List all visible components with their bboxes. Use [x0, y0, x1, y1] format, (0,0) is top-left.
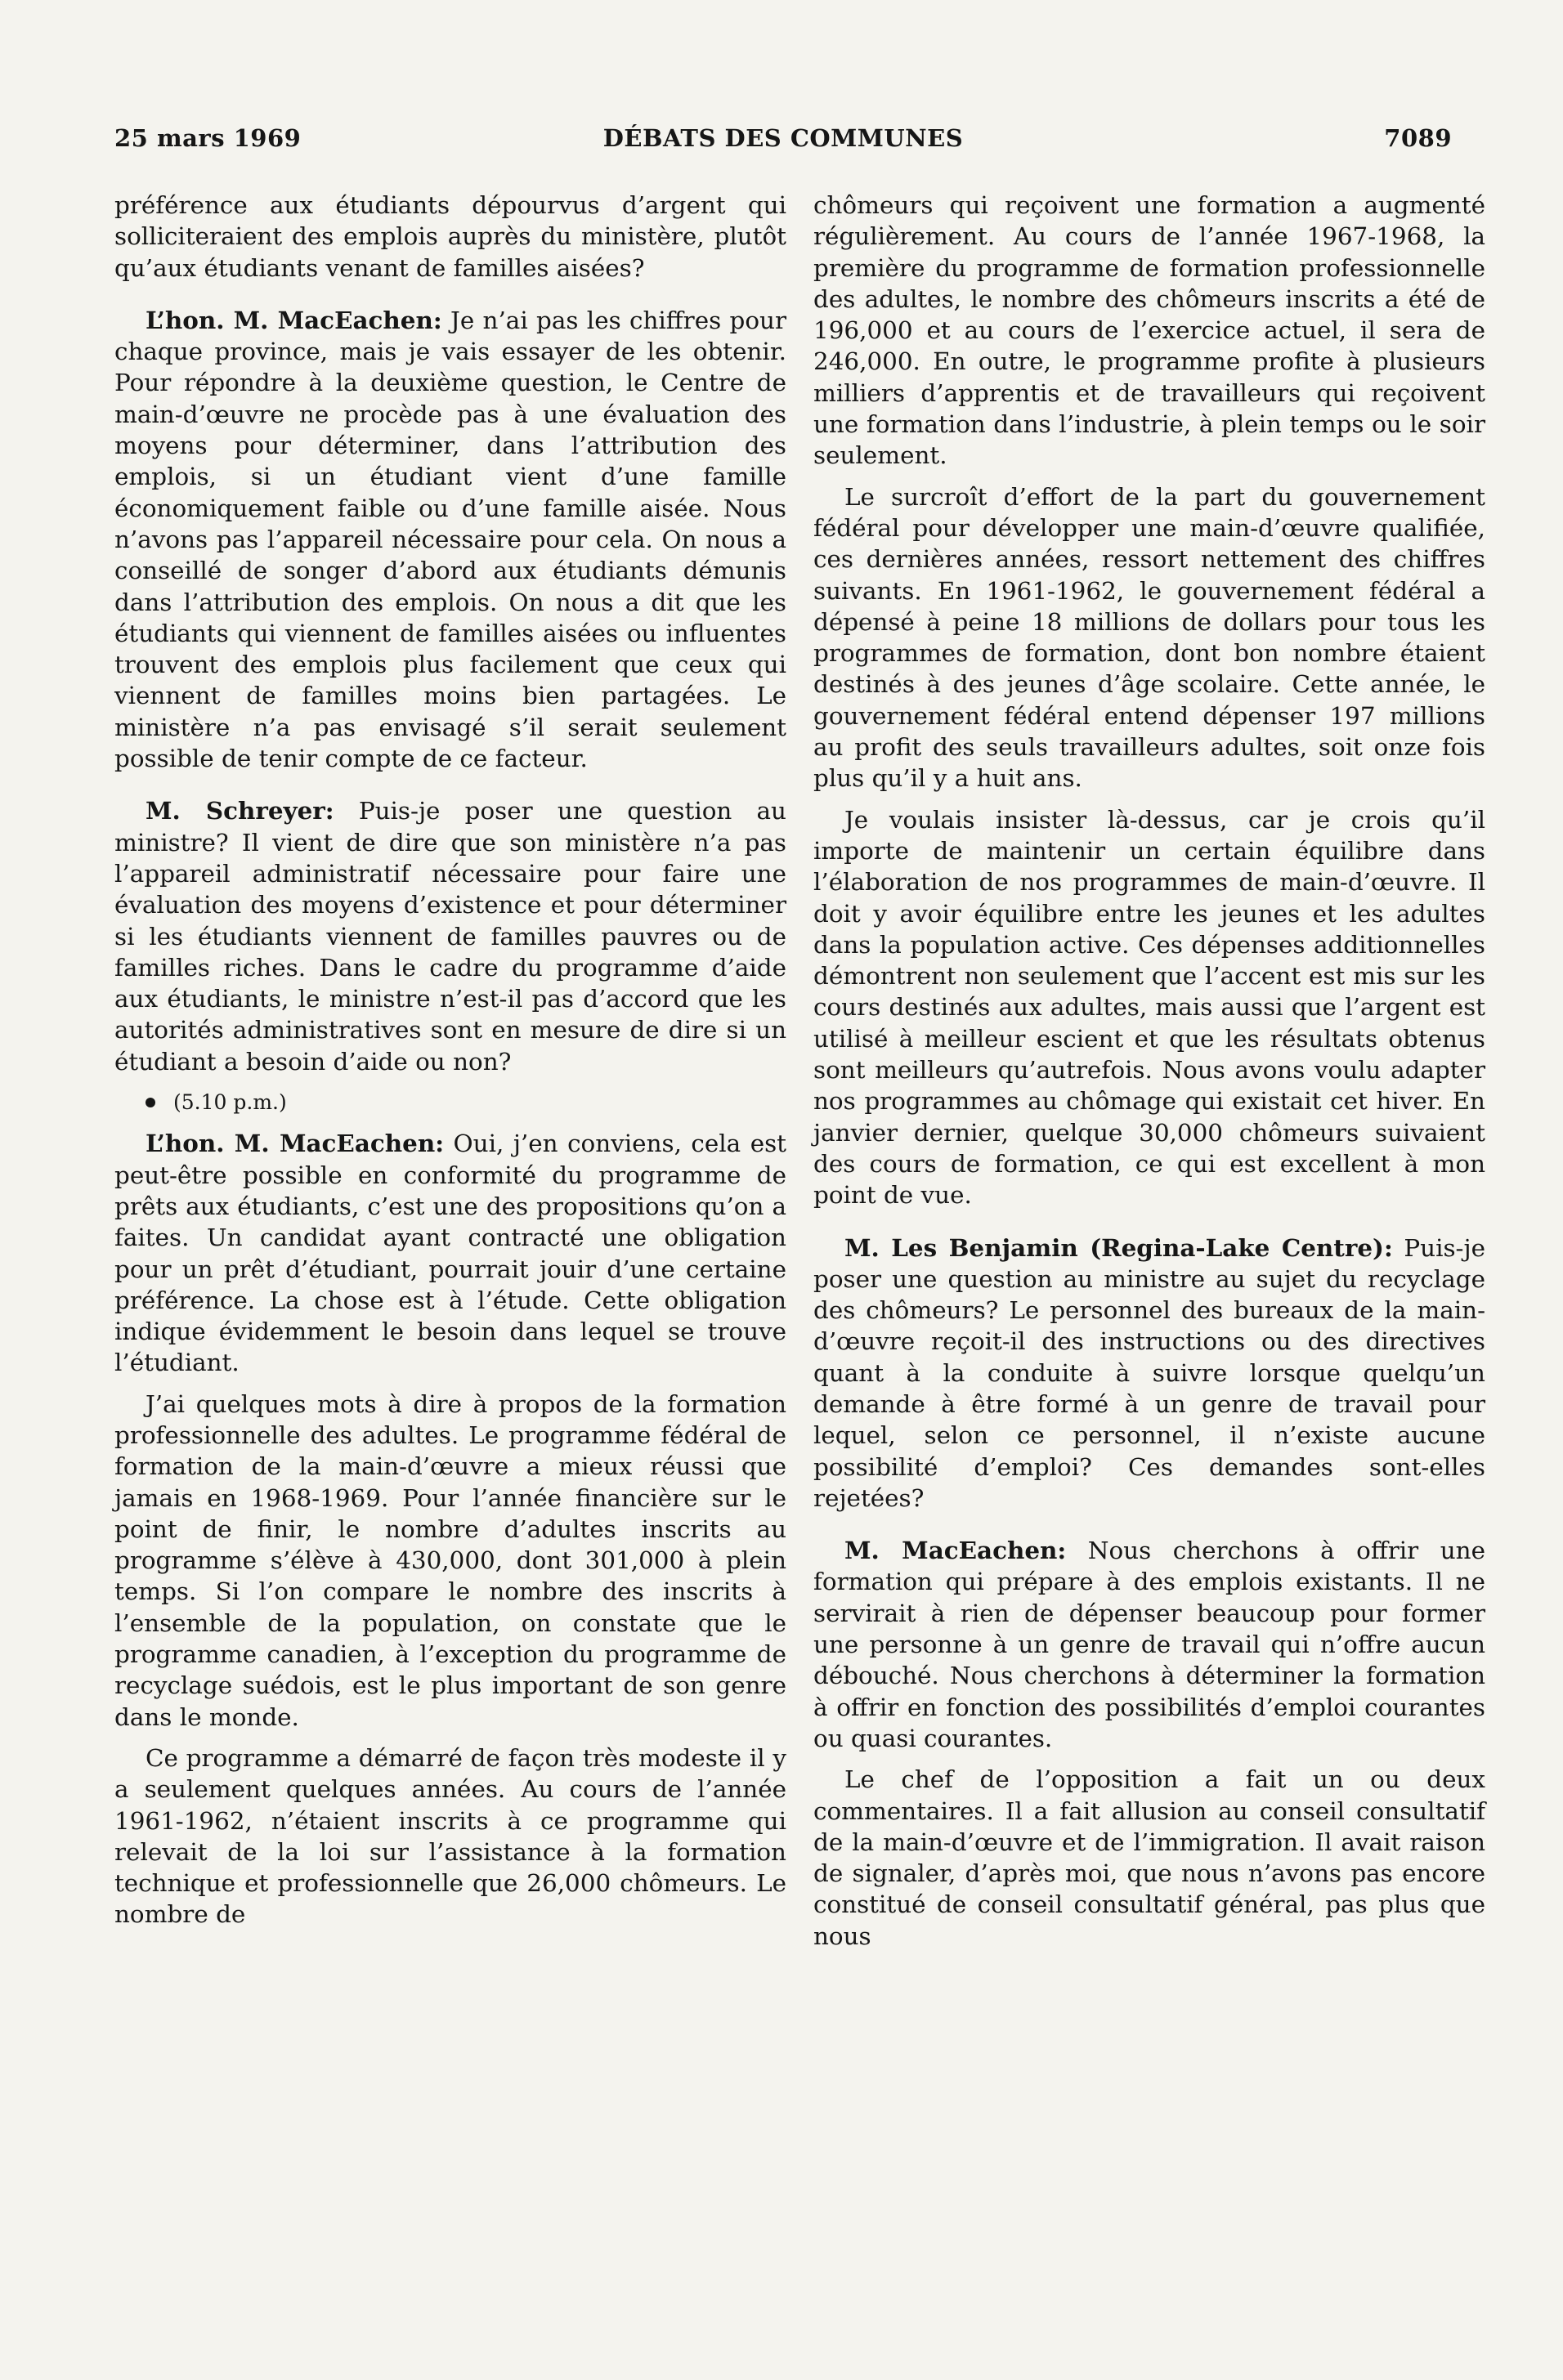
bullet-icon — [146, 1098, 155, 1107]
speaker-name: M. Schreyer: — [146, 796, 334, 825]
paragraph: Le chef de l’opposition a fait un ou deux commentaires. Il a fait allusion au conseil consultatif de la main-d’œuvre et de l’immigration. Il avait raison de signaler, d’après moi, que nous n’avons pas encore constitué de conseil consultatif général, pas plus que nous — [813, 1765, 1485, 1950]
speaker-name: L’hon. M. MacEachen: — [146, 305, 442, 334]
paragraph: Je voulais insister là-dessus, car je crois qu’il importe de maintenir un certain équilibre dans l’élaboration de nos programmes de main-d’œuvre. Il doit y avoir équilibre entre les jeunes et les adultes dans la population active. Ces dépenses additionnelles démontrent non seulement que l’accent est mis sur les cours destinés aux adultes, mais aussi que l’argent est utilisé à meilleur escient et que les résultats obtenus sont meilleurs qu’autrefois. Nous avons voulu adapter nos programmes au chômage qui existait cet hiver. En janvier dernier, quelque 30,000 chômeurs suivaient des cours de formation, ce qui est excellent à mon point de vue. — [813, 805, 1485, 1210]
page-header — [114, 124, 1452, 165]
speech-paragraph — [114, 305, 786, 774]
paragraph: préférence aux étudiants dépourvus d’argent qui solliciteraient des emplois auprès du ministère, plutôt qu’aux étudiants venant de familles aisées? — [114, 191, 786, 282]
paragraph: J’ai quelques mots à dire à propos de la formation professionnelle des adultes. Le programme fédéral de formation de la main-d’œuvre a mieux réussi que jamais en 1968-1969. Pour l’année financière sur le point de finir, le nombre d’adultes inscrits au programme s’élève à 430,000, dont 301,000 à plein temps. Si l’on compare le nombre des inscrits à l’ensemble de la population, on constate que le programme canadien, à l’exception du programme de recyclage suédois, est le plus important de son genre dans le monde. — [114, 1389, 786, 1731]
speaker-name: M. MacEachen: — [844, 1536, 1067, 1565]
page-number: 7089 — [1384, 124, 1452, 152]
paragraph: Le surcroît d’effort de la part du gouvernement fédéral pour développer une main-d’œuvre qualifiée, ces dernières années, ressort nettement des chiffres suivants. En 1961-1962, le gouvernement fédéral a dépensé à peine 18 millions de dollars pour tous les programmes de formation, dont bon nombre étaient destinés à des jeunes d’âge scolaire. Cette année, le gouvernement fédéral entend dépenser 197 millions au profit des seuls travailleurs adultes, soit onze fois plus qu’il y a huit ans. — [813, 482, 1485, 793]
left-column — [114, 190, 786, 1940]
speech-text: Nous cherchons à offrir une formation qui prépare à des emplois existants. Il ne servirait à rien de dépenser beaucoup pour former une personne à un genre de travail qui n’offre aucun débouché. Nous cherchons à déterminer la formation à offrir en fonction des possibilités d’emploi courantes ou quasi courantes. — [813, 1537, 1485, 1752]
speech-paragraph — [114, 1128, 786, 1378]
speech-text: Puis-je poser une question au ministre? Il vient de dire que son ministère n’a pas l’appareil administratif nécessaire pour faire une évaluation des moyens d’existence et pour déterminer si les étudiants viennent de familles pauvres ou de familles riches. Dans le cadre du programme d’aide aux étudiants, le ministre n’est-il pas d’accord que les autorités administratives sont en mesure de dire si un étudiant a besoin d’aide ou non? — [114, 797, 786, 1076]
paragraph: Ce programme a démarré de façon très modeste il y a seulement quelques années. Au cours de l’année 1961-1962, n’étaient inscrits à ce programme qui relevait de la loi sur l’assistance à la formation technique et professionnelle que 26,000 chômeurs. Le nombre de — [114, 1743, 786, 1929]
speech-text: Oui, j’en conviens, cela est peut-être possible en conformité du programme de prêts aux étudiants, c’est une des propositions qu’on a faites. Un candidat ayant contracté une obligation pour un prêt d’étudiant, pourrait jouir d’une certaine préférence. La chose est à l’étude. Cette obligation indique évidemment le besoin dans lequel se trouve l’étudiant. — [114, 1130, 786, 1377]
speech-text: Je n’ai pas les chiffres pour chaque province, mais je vais essayer de les obtenir. Pour répondre à la deuxième question, le Centre de main-d’œuvre ne procède pas à une évaluation des moyens pour déterminer, dans l’attribution des emplois, si un étudiant vient d’une famille économiquement faible ou d’une famille aisée. Nous n’avons pas l’appareil nécessaire pour cela. On nous a conseillé de songer d’abord aux étudiants démunis dans l’attribution des emplois. On nous a dit que les étudiants qui viennent de familles aisées ou influentes trouvent des emplois plus facilement que ceux qui viennent de familles moins bien partagées. Le ministère n’a pas envisagé s’il serait seulement possible de tenir compte de ce facteur. — [114, 306, 786, 773]
speaker-name: M. Les Benjamin (Regina-Lake Centre): — [844, 1232, 1393, 1262]
speech-paragraph — [813, 1535, 1485, 1754]
paragraph: chômeurs qui reçoivent une formation a augmenté régulièrement. Au cours de l’année 1967-1968, la première du programme de formation professionnelle des adultes, le nombre des chômeurs inscrits a été de 196,000 et au cours de l’exercice actuel, il sera de 246,000. En outre, le programme profite à plusieurs milliers d’apprentis et de travailleurs qui reçoivent une formation dans l’industrie, à plein temps ou le soir seulement. — [813, 191, 1485, 470]
header-title: DÉBATS DES COMMUNES — [602, 124, 964, 152]
speaker-name: L’hon. M. MacEachen: — [146, 1129, 445, 1158]
right-column — [813, 190, 1485, 1962]
header-date: 25 mars 1969 — [114, 124, 302, 152]
time-marker — [114, 1087, 786, 1118]
speech-paragraph — [813, 1232, 1485, 1514]
speech-text: Puis-je poser une question au ministre au sujet du recyclage des chômeurs? Le personnel des bureaux de la main-d’œuvre reçoit-il des instructions ou des directives quant à la conduite à suivre lorsque quelqu’un demande à être formé à un genre de travail pour lequel, selon ce personnel, il n’existe aucune possibilité d’emploi? Ces demandes sont-elles rejetées? — [813, 1233, 1485, 1512]
speech-paragraph — [114, 795, 786, 1077]
time-marker-text: (5.10 p.m.) — [173, 1090, 287, 1115]
